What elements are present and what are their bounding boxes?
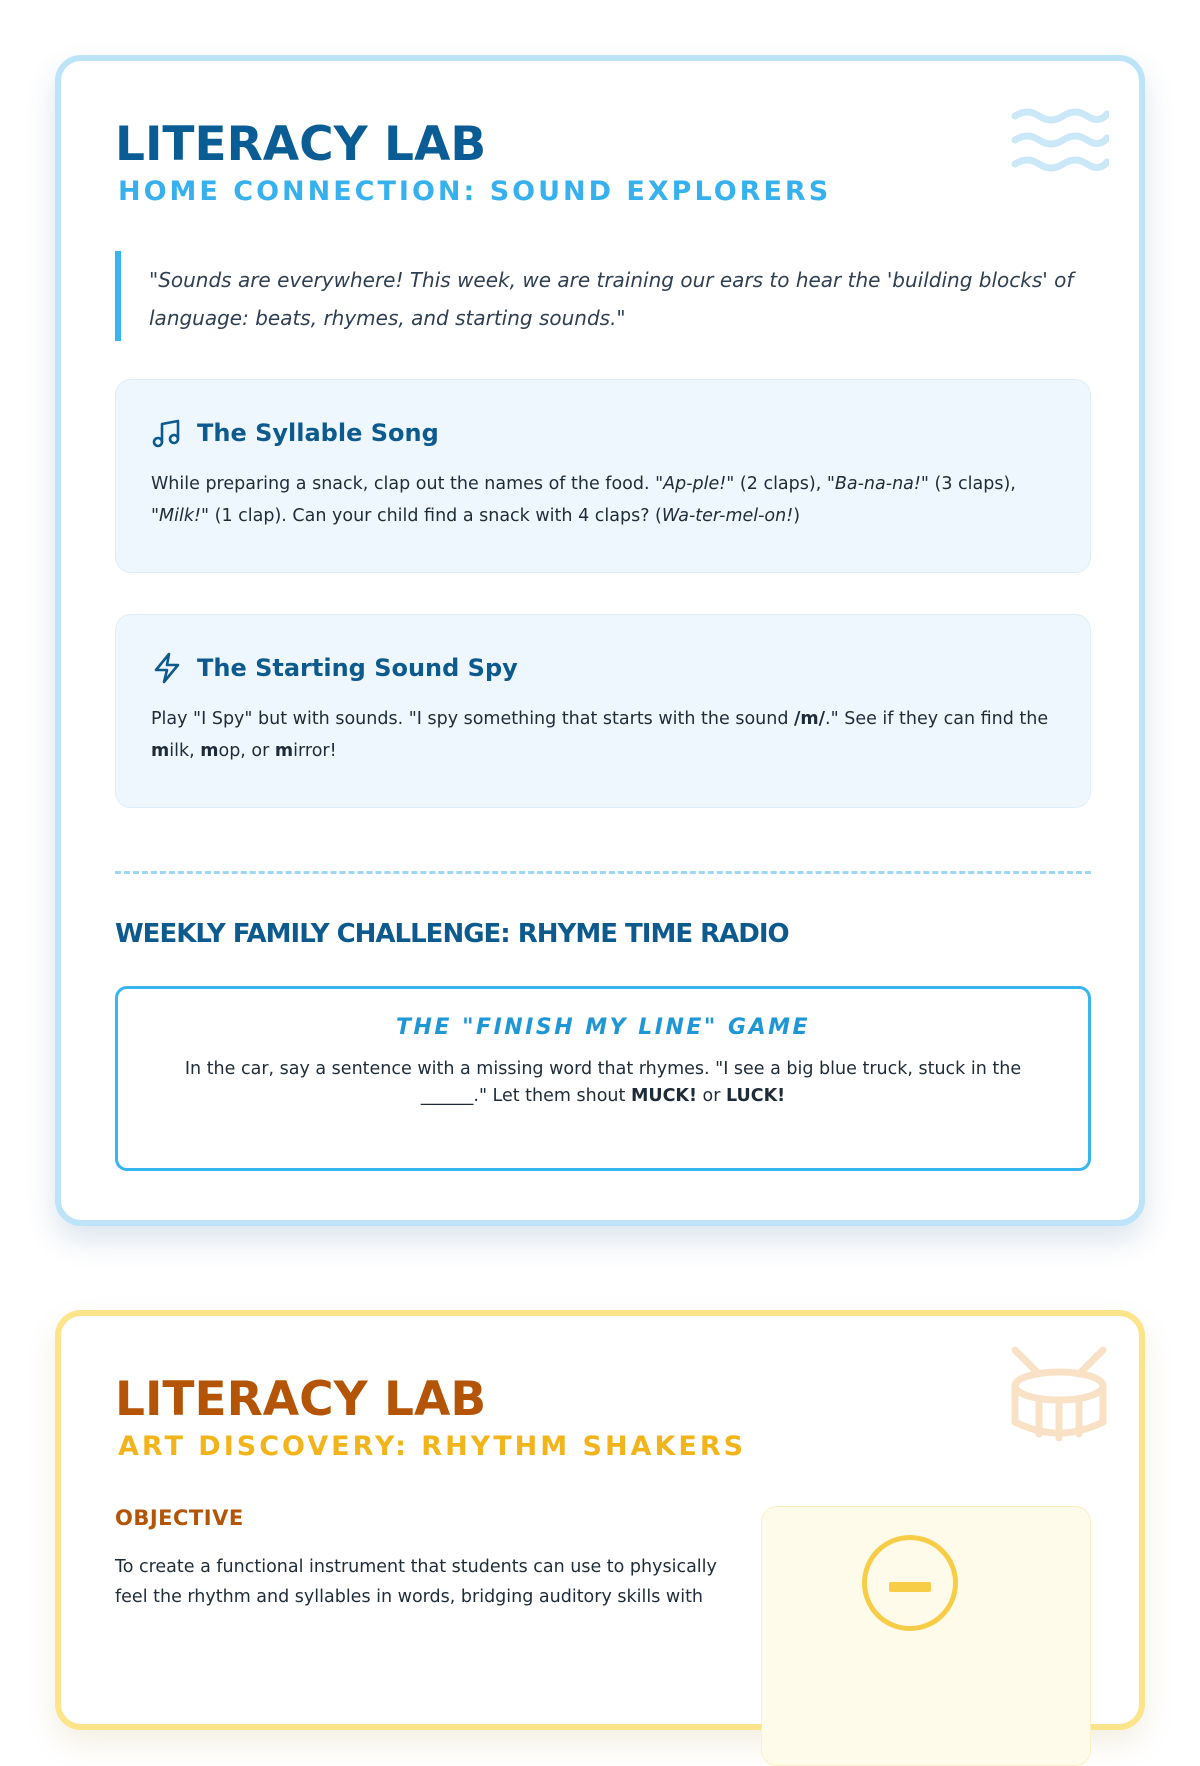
activity-description [151, 468, 1060, 532]
intro-quote: "Sounds are everywhere! This week, we are training our ears to hear the 'building blocks' of language: beats, rhymes, and starting sounds." [115, 251, 1075, 341]
text-run: While preparing a snack, clap out the names of the food. [151, 474, 656, 494]
emphasis-text: /m/ [794, 709, 826, 729]
text-run: (2 claps), [734, 474, 827, 494]
text-run: (3 claps), [928, 474, 1016, 494]
activity-card-starting-sound-spy [115, 614, 1091, 808]
challenge-box [115, 986, 1091, 1171]
text-run: In the car, say a sentence with a missing word that rhymes. "I see a big blue truck, stuck in the ______." Let them shout [184, 1059, 1022, 1106]
shaker-icon [862, 1535, 958, 1631]
text-run: Play "I Spy" but with sounds. "I spy something that starts with the sound [151, 709, 795, 729]
activity-title: The Syllable Song [197, 419, 439, 447]
activity-description [151, 703, 1060, 767]
example-text: Wa-ter-mel-on! [661, 506, 794, 526]
sound-explorers-card [55, 55, 1145, 1226]
emphasis-text: m [274, 741, 294, 761]
example-text: "Ba-na-na!" [826, 474, 929, 494]
text-run: or [696, 1086, 726, 1106]
text-run: ) [793, 506, 801, 526]
music-note-icon [151, 417, 183, 449]
example-text: "Ap-ple!" [655, 474, 735, 494]
section-divider [115, 871, 1091, 874]
emphasis-text: m [151, 741, 170, 761]
activity-card-syllable-song [115, 379, 1091, 573]
text-run: op, or [218, 741, 275, 761]
card-title: LITERACY LAB [115, 117, 487, 172]
drum-icon [1009, 1344, 1109, 1444]
text-run: ilk, [169, 741, 201, 761]
wave-icon [1011, 106, 1109, 178]
activity-title: The Starting Sound Spy [197, 654, 518, 682]
challenge-description [173, 1056, 1033, 1110]
shaker-icon-bar [889, 1582, 931, 1592]
emphasis-text: LUCK! [726, 1086, 786, 1106]
text-run: ." See if they can find the [825, 709, 1049, 729]
card-subtitle: HOME CONNECTION: SOUND EXPLORERS [118, 176, 832, 207]
text-run: (1 clap). Can your child find a snack with 4 claps? ( [209, 506, 662, 526]
challenge-title: THE "FINISH MY LINE" GAME [395, 1015, 811, 1040]
example-text: "Milk!" [151, 506, 210, 526]
lightning-icon [151, 652, 183, 684]
shaker-preview-panel [761, 1506, 1091, 1766]
emphasis-text: MUCK! [630, 1086, 697, 1106]
text-run: irror! [293, 741, 337, 761]
challenge-heading: WEEKLY FAMILY CHALLENGE: RHYME TIME RADIO [115, 919, 789, 949]
emphasis-text: m [200, 741, 219, 761]
card-subtitle: ART DISCOVERY: RHYTHM SHAKERS [118, 1431, 747, 1462]
objective-text: To create a functional instrument that students can use to physically feel the rhythm and syllables in words, bridging auditory skills with [115, 1557, 717, 1607]
rhythm-shakers-card [55, 1310, 1145, 1730]
card-title: LITERACY LAB [115, 1372, 487, 1427]
objective-heading: OBJECTIVE [115, 1506, 244, 1530]
